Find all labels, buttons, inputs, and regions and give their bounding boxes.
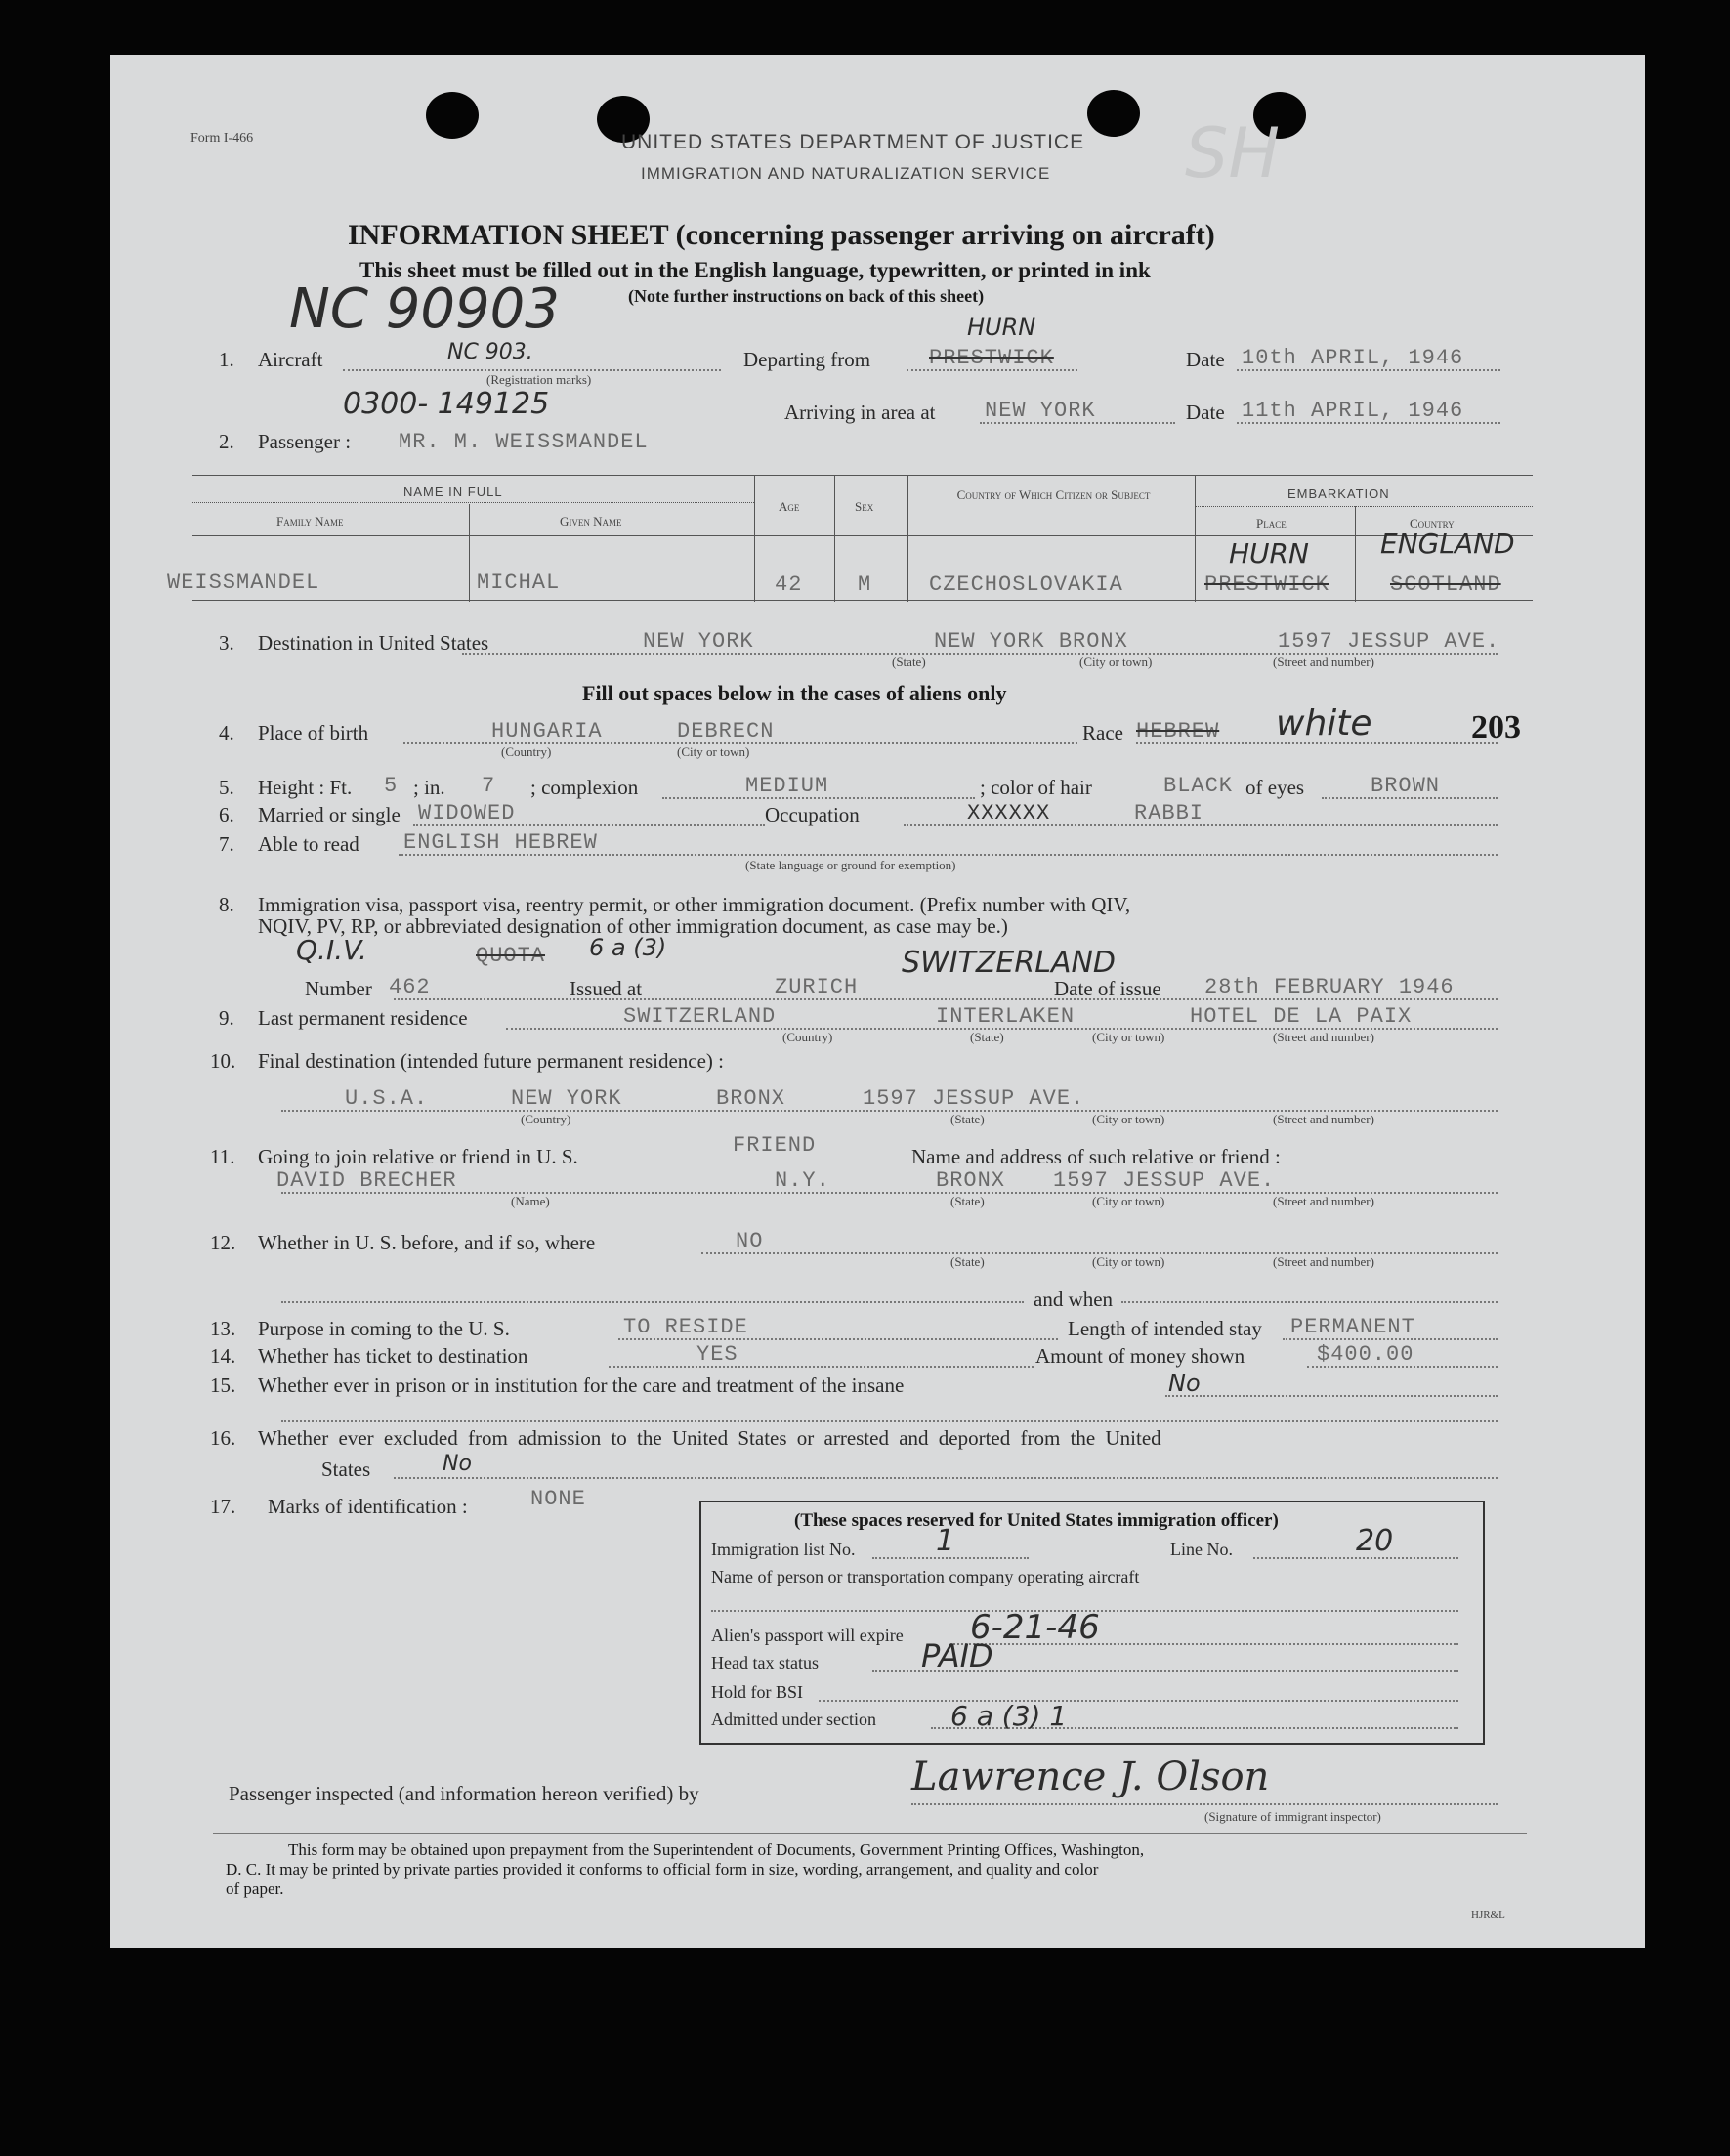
departing-label: Departing from <box>743 348 871 371</box>
friend-street: 1597 JESSUP AVE. <box>1053 1168 1276 1193</box>
visa-issued-at: ZURICH <box>775 975 859 999</box>
footer-text: This form may be obtained upon prepayment from the Superintendent of Documents, Government Printing Offices, Washington, <box>288 1840 1145 1859</box>
friend-state: N.Y. <box>775 1168 830 1193</box>
last-residence-street: HOTEL DE LA PAIX <box>1190 1004 1413 1029</box>
subtitle: This sheet must be filled out in the English language, typewritten, or printed in ink <box>359 258 1151 282</box>
arriving-value: NEW YORK <box>985 399 1096 423</box>
departing-hand: HURN <box>967 314 1036 341</box>
header-name-in-full: NAME IN FULL <box>403 485 503 499</box>
last-residence-country: SWITZERLAND <box>623 1004 777 1029</box>
height-ft: 5 <box>384 774 399 798</box>
inspector-signature: Lawrence J. Olson <box>911 1754 1270 1799</box>
hair-color: BLACK <box>1163 774 1234 798</box>
destination-street: 1597 JESSUP AVE. <box>1278 629 1500 654</box>
previous-us-visit: NO <box>736 1229 764 1253</box>
departing-value: PRESTWICK <box>929 346 1054 370</box>
aircraft-reg-value: NC 903. <box>447 340 533 364</box>
family-name: WEISSMANDEL <box>167 571 320 595</box>
excluded-answer: No <box>443 1452 472 1476</box>
given-name: MICHAL <box>477 571 561 595</box>
list-number: 1 <box>936 1524 955 1558</box>
header-embarkation: EMBARKATION <box>1287 486 1390 501</box>
aircraft-label: Aircraft <box>258 348 323 371</box>
passenger-value: MR. M. WEISSMANDEL <box>399 430 649 454</box>
occupation: RABBI <box>1134 801 1204 825</box>
final-dest-street: 1597 JESSUP AVE. <box>863 1086 1085 1111</box>
height-in: 7 <box>482 774 496 798</box>
dept-name: UNITED STATES DEPARTMENT OF JUSTICE <box>621 131 1085 153</box>
marital-status: WIDOWED <box>418 801 516 825</box>
join-relation: FRIEND <box>733 1133 817 1158</box>
friend-city: BRONX <box>936 1168 1006 1193</box>
departure-date: 10th APRIL, 1946 <box>1242 346 1464 370</box>
page-title: INFORMATION SHEET (concerning passenger arriving on aircraft) <box>348 219 1215 251</box>
friend-name: DAVID BRECHER <box>276 1168 457 1193</box>
race-value: HEBREW <box>1136 719 1220 743</box>
stay-length: PERMANENT <box>1290 1315 1415 1339</box>
birth-city: DEBRECN <box>677 719 775 743</box>
final-dest-state: NEW YORK <box>511 1086 622 1111</box>
destination-label: Destination in United States <box>258 631 489 655</box>
languages: ENGLISH HEBREW <box>403 830 598 855</box>
birth-country: HUNGARIA <box>491 719 603 743</box>
handwritten-aircraft-id: NC 90903 <box>289 277 560 341</box>
officer-box-title: (These spaces reserved for United States immigration officer) <box>794 1510 1279 1531</box>
passenger-label: Passenger : <box>258 430 352 453</box>
line-number: 20 <box>1356 1524 1394 1558</box>
final-dest-city: BRONX <box>716 1086 786 1111</box>
passport-expiry: 6-21-46 <box>970 1608 1100 1647</box>
destination-city: NEW YORK BRONX <box>934 629 1128 654</box>
race-code: 203 <box>1471 709 1521 745</box>
punch-hole <box>1087 90 1140 137</box>
identification-marks: NONE <box>530 1487 586 1511</box>
last-residence-city: INTERLAKEN <box>936 1004 1076 1029</box>
prison-answer: No <box>1168 1370 1201 1397</box>
destination-state: NEW YORK <box>643 629 754 654</box>
money-shown: $400.00 <box>1317 1342 1414 1367</box>
citizenship: CZECHOSLOVAKIA <box>929 572 1123 597</box>
birth-label: Place of birth <box>258 721 369 744</box>
embark-place: PRESTWICK <box>1204 572 1329 597</box>
instruction-note: (Note further instructions on back of this sheet) <box>628 286 985 306</box>
age: 42 <box>775 572 803 597</box>
race-hand: white <box>1276 703 1372 743</box>
head-tax-status: PAID <box>921 1637 993 1674</box>
form-number: Form I-466 <box>190 131 254 146</box>
has-ticket: YES <box>696 1342 738 1367</box>
admitted-section: 6 a (3) 1 <box>950 1700 1068 1732</box>
arrival-date: 11th APRIL, 1946 <box>1242 399 1464 423</box>
arriving-label: Arriving in area at <box>784 401 936 424</box>
printer-code: HJR&L <box>1471 1909 1505 1921</box>
handwritten-number: 0300- 149125 <box>343 387 550 421</box>
punch-hole <box>426 92 479 139</box>
final-dest-country: U.S.A. <box>345 1086 429 1111</box>
form-sheet: Form I-466 SH UNITED STATES DEPARTMENT OF JUSTICE IMMIGRATION AND NATURALIZATION SERVICE INFORMATION SHEET (concerning passenger arriving on aircraft) This sheet must be filled out in the English language, typewritten, or printed in ink (Note further instructions on back of this sheet) NC 90903 1. Aircraft NC 903. (Registration marks) Departing from PRESTWICK HURN Date 10th APRIL, 1946 0300- 149125 Arriving in area at NEW YORK Date 11th APRIL, 1946 2. Passenger : MR. M. WEISSMANDEL NAME IN FULL Family Name Given Name Age Sex Country of Which Citizen or Subject EMBARKATION Place Country WEISSMANDEL MICHAL 42 M CZECHOSLOVAKIA PRESTWICK HURN SCOTLAND ENGLAND 3. Destination in United States NEW YORK NEW YORK BRONX 1597 JESSUP AVE. (State) (City or town) (Street and number) Fill out spaces below in the cases of aliens only 4. Place of birth HUNGARIA DEBRECN (Country) (City or town) Race HEBREW white 203 5. Height : Ft. 5 ; in. 7 ; complexion MEDIUM ; color of hair BLACK of eyes BROWN 6. Married or single WIDOWED Occupation XXXXXX RABBI 7. Able to read ENGLISH HEBREW (State language or ground for exemption) 8. Immigration visa, passport visa, reentry permit, or other immigration document. (Prefix number with QIV, NQIV, PV, RP, or abbreviated designation of other immigration document, as case may be.) Q.I.V. QUOTA 6 a (3) Number 462 Issued at ZURICH SWITZERLAND Date of issue 28th FEBRUARY 1946 9. Last permanent residence SWITZERLAND INTERLAKEN HOTEL DE LA PAIX (Country) (State) (City or town) (Street and number) 10. Final destination (intended future permanent residence) : U.S.A. NEW YORK BRONX 1597 JESSUP AVE. (Country) (State) (City or town) (Street and number) 11. Going to join relative or friend in U. S. FRIEND Name and address of such relative or friend : DAVID BRECHER N.Y. BRONX 1597 JESSUP AVE. (Name) (State) (City or town) (Street and number) 12. Whether in U. S. before, and if so, where NO (State) (City or town) (Street and number) and when 13. Purpose in coming to the U. S. TO RESIDE Length of intended stay PERMANENT 14. Whether has ticket to destination YES Amount of money shown $400.00 15. Whether ever in prison or in institution for the care and treatment of the insane No 16. Whether ever excluded from admission to the United States or arrested and deported from the United States No 17. Marks of identification : NONE (These spaces reserved for United States immigration officer) Immigration list No. 1 Line No. 20 Name of person or transportation company operating aircraft Alien's passport will expire 6-21-46 Head tax status PAID Hold for BSI Admitted under section 6 a (3) 1 Passenger inspected (and information hereon verified) by Lawrence J. Olson (Signature of immigrant inspector) This form may be obtained upon prepayment from the Superintendent of Documents, Government Printing Offices, Washington, D. C. It may be printed by private parties provided it conforms to official form in size, wording, arrangement, and quality and color of paper. HJR&L <box>110 55 1645 1948</box>
embark-country: SCOTLAND <box>1390 572 1501 597</box>
race-label: Race <box>1082 721 1123 744</box>
faint-marks: SH <box>1185 113 1281 193</box>
aliens-section-header: Fill out spaces below in the cases of aliens only <box>582 681 1007 705</box>
service-name: IMMIGRATION AND NATURALIZATION SERVICE <box>641 164 1051 183</box>
purpose: TO RESIDE <box>623 1315 748 1339</box>
eye-color: BROWN <box>1371 774 1441 798</box>
complexion: MEDIUM <box>745 774 829 798</box>
visa-number: 462 <box>389 975 431 999</box>
sex: M <box>858 572 872 597</box>
visa-date: 28th FEBRUARY 1946 <box>1204 975 1455 999</box>
